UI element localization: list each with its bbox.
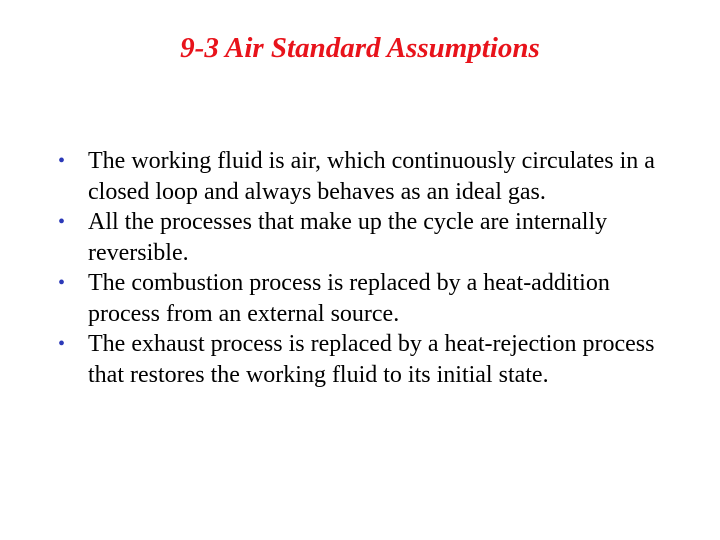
bullet-marker: • [58,333,66,355]
bullet-text: The exhaust process is replaced by a heat-rejection process that restores the working fluid to its initial state. [88,331,655,388]
bullet-text: The combustion process is replaced by a heat-addition process from an external source. [88,270,610,327]
bullet-item [58,329,678,390]
bullet-marker: • [58,211,66,233]
bullet-marker: • [58,150,66,172]
bullet-marker: • [58,272,66,294]
bullet-list [58,146,678,390]
bullet-item [58,146,678,207]
bullet-item [58,268,678,329]
bullet-text: All the processes that make up the cycle are internally reversible. [88,209,608,266]
bullet-item [58,207,678,268]
slide-title: 9-3 Air Standard Assumptions [180,32,540,64]
bullet-text: The working fluid is air, which continuously circulates in a closed loop and always behaves as an ideal gas. [88,148,655,205]
